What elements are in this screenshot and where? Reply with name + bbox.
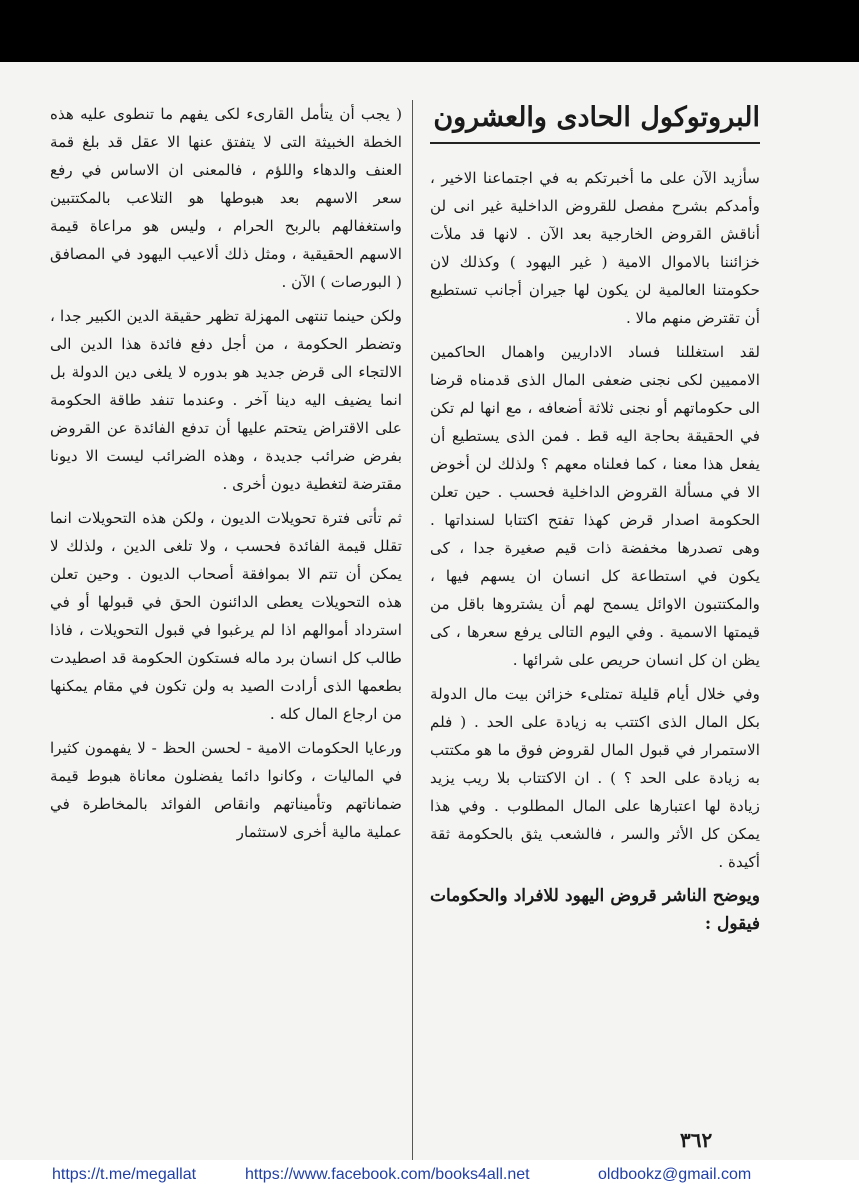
left-column <box>50 100 402 1150</box>
chapter-title: البروتوكول الحادى والعشرون <box>430 100 760 144</box>
right-column <box>430 100 760 1150</box>
paragraph: سأزيد الآن على ما أخبرتكم به في اجتماعنا الاخير ، وأمدكم بشرح مفصل للقروض الداخلية غير انى لن أناقش القروض الخارجية بعد الآن . لانها قد ملأت خزائننا بالاموال الامية ( غير اليهود ) وكذلك لان حكومتنا العالمية لن يكون لها جيران أجانب تستطيع أن تقترض منهم مالا . <box>430 169 760 327</box>
footer-links <box>0 1160 859 1200</box>
column-divider <box>412 100 413 1160</box>
facebook-link[interactable]: https://www.facebook.com/books4all.net <box>245 1166 530 1183</box>
paragraph: ورعايا الحكومات الامية - لحسن الحظ - لا يفهمون كثيرا في الماليات ، وكانوا دائما يفضلون معاناة هبوط قيمة ضماناتهم وتأميناتهم وانقاص الفوائد بالمخاطرة في عملية مالية أخرى لاستثمار <box>50 739 402 841</box>
paragraph: وفي خلال أيام قليلة تمتلىء خزائن بيت مال الدولة بكل المال الذى اكتتب به زيادة على الحد . ( فلم الاستمرار في قبول المال لقروض فوق ما هو مكتتب به زيادة على الحد ؟ ) . ان الاكتتاب بلا ريب يزيد زيادة لها اعتبارها على المال المطلوب . وفي هذا يمكن كل الأثر والسر ، فالشعب يثق بالحكومة ثقة أكيدة . <box>430 685 760 871</box>
telegram-link[interactable]: https://t.me/megallat <box>52 1166 197 1183</box>
page-number: ٣٦٢ <box>680 1128 713 1152</box>
paragraph: ثم تأتى فترة تحويلات الديون ، ولكن هذه التحويلات انما تقلل قيمة الفائدة فحسب ، ولا تلغى الدين ، ولذلك لا يمكن أن تتم الا بموافقة أصحاب الديون . وحين تعلن هذه التحويلات يعطى الدائنون الحق في قبولها أو في استرداد أموالهم اذا لم يرغبوا في قبول التحويلات ، فاذا طالب كل انسان برد ماله فستكون الحكومة قد اصطيدت بطعمها الذى أرادت الصيد به ولن تكون في مقام يمكنها من ارجاع المال كله . <box>50 509 402 723</box>
email-link[interactable]: oldbookz@gmail.com <box>598 1166 752 1183</box>
publisher-note: ويوضح الناشر قروض اليهود للافراد والحكومات فيقول : <box>430 886 760 934</box>
paragraph: لقد استغللنا فساد الاداريين واهمال الحاكمين الامميين لكى نجنى ضعفى المال الذى قدمناه قرضا الى حكوماتهم أو نجنى ثلاثة أضعافه ، مع انها لم تكن في الحقيقة بحاجة اليه قط . فمن الذى يستطيع أن يفعل هذا معنا ، كما فعلناه معهم ؟ ولذلك لن أخوض الا في مسألة القروض الداخلية فحسب . حين تعلن الحكومة اصدار قرض كهذا تفتح اكتتابا لسنداتها . وهى تصدرها مخفضة ذات قيم صغيرة جدا ، كى يكون في استطاعة كل انسان ان يسهم فيها ، والمكتتبون الاوائل يسمح لهم أن يشتروها باقل من قيمتها الاسمية . وفي اليوم التالى يرفع سعرها ، كى يظن ان كل انسان حريص على شرائها . <box>430 343 760 669</box>
top-black-bar <box>0 0 859 62</box>
paragraph: ( يجب أن يتأمل القارىء لكى يفهم ما تنطوى عليه هذه الخطة الخبيثة التى لا يتفتق عنها الا عقل قد بلغ قمة العنف والدهاء واللؤم ، فالمعنى ان الاساس في رفع سعر الاسهم بعد هبوطها هو التلاعب بالمكتتبين واستغفالهم بالربح الحرام ، وليس هو مراعاة قيمة الاسهم الحقيقية ، ومثل ذلك ألاعيب اليهود في المصافق ( البورصات ) الآن . <box>50 105 402 291</box>
paragraph: ولكن حينما تنتهى المهزلة تظهر حقيقة الدين الكبير جدا ، وتضطر الحكومة ، من أجل دفع فائدة هذا الدين الى الالتجاء الى قرض جديد هو بدوره لا يلغى دين الدولة بل انما يضيف اليه دينا آخر . وعندما تنفد طاقة الحكومة على الاقتراض يتحتم عليها أن تدفع الفائدة عن القروض بفرض ضرائب جديدة ، وهذه الضرائب ليست الا ديونا مقترضة لتغطية ديون أخرى . <box>50 307 402 493</box>
